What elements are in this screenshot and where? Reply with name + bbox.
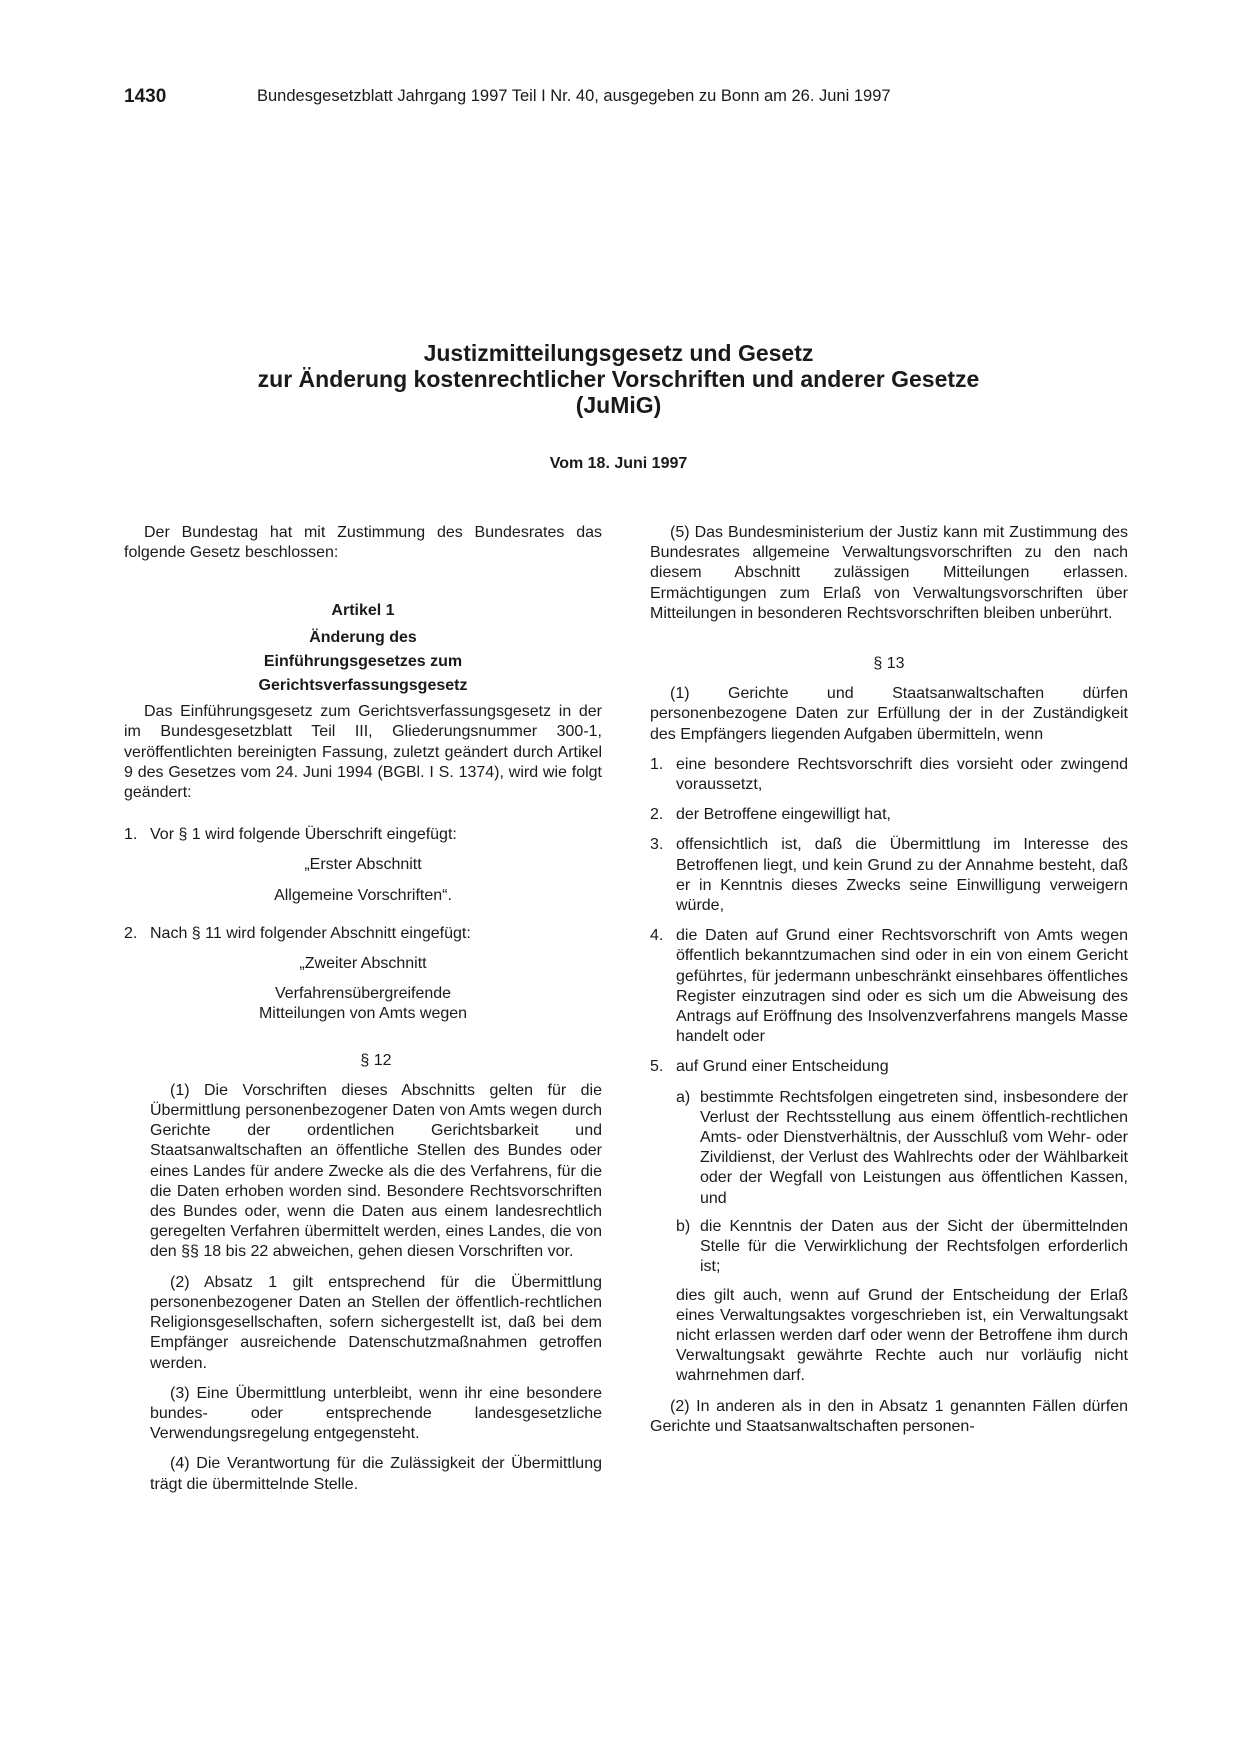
item-number: 1. <box>124 826 138 844</box>
paragraph-tail: dies gilt auch, wenn auf Grund der Entscheidung der Erlaß eines Verwaltungsaktes vorgeschrieben ist, ein Verwaltungsakt nicht erlassen werden darf oder wenn der Betroffene ihm durch Verwaltungsakt gewährte Rechte auch nur vorläufig nicht wahrnehmen darf. <box>676 1286 1128 1385</box>
sub-list-item <box>676 1088 1128 1209</box>
quote-line: Verfahrensübergreifende <box>274 985 452 1003</box>
sub-list-item <box>676 1217 1128 1278</box>
page-header <box>0 86 1237 112</box>
list-item <box>650 835 1128 916</box>
law-date: Vom 18. Juni 1997 <box>549 455 688 472</box>
paragraph: (2) Absatz 1 gilt entsprechend für die Übermittlung personenbezogener Daten an Stellen der öffentlich-rechtlichen Religionsgesellschaften, sofern sichergestellt ist, daß bei dem Empfänger ausreichende Datenschutzmaßnahmen getroffen werden. <box>150 1273 602 1372</box>
item-text: der Betroffene eingewilligt hat, <box>676 806 891 824</box>
quote-line: Mitteilungen von Amts wegen <box>258 1005 468 1023</box>
subitem-text: bestimmte Rechtsfolgen eingetreten sind, insbesondere der Verlust der Rechtsstellung aus einem öffentlich-rechtlichen Amts- oder Dienstverhältnis, der Ausschluß vom Wehr- oder Zivildienst, der Verlust des Wahlrechts oder der Wählbarkeit oder der Wegfall von Leistungen aus öffentlichen Kassen, und <box>700 1088 1128 1207</box>
quote-line: „Zweiter Abschnitt <box>299 955 427 973</box>
article-title-3: Gerichtsverfassungsgesetz <box>258 677 468 695</box>
article-title-2: Einführungsgesetzes zum <box>263 652 463 670</box>
section-heading-13: § 13 <box>873 655 905 673</box>
item-number: 1. <box>650 755 664 773</box>
item-number: 3. <box>650 836 664 854</box>
section-heading-12: § 12 <box>360 1051 392 1069</box>
right-column <box>650 523 1128 1447</box>
quote-line: Allgemeine Vorschriften“. <box>274 886 452 904</box>
title-line-3: (JuMiG) <box>575 392 662 418</box>
item-text: auf Grund einer Entscheidung <box>676 1058 889 1076</box>
list-item <box>650 805 1128 825</box>
paragraph: (4) Die Verantwortung für die Zulässigkeit der Übermittlung trägt die übermittelnde Stelle. <box>150 1455 602 1493</box>
law-title <box>0 340 1237 418</box>
quote-line: „Erster Abschnitt <box>304 856 422 874</box>
subitem-letter: a) <box>676 1088 691 1106</box>
title-line-2: zur Änderung kostenrechtlicher Vorschriften und anderer Gesetze <box>257 366 980 392</box>
item-text: die Daten auf Grund einer Rechtsvorschrift von Amts wegen öffentlich bekanntzumachen sind oder in ein von einem Gericht geführtes, für jedermann unbeschränkt einsehbares öffentliches Register einzutragen sind oder es sich um die Abweisung des Antrags auf Eröffnung des Insolvenzverfahrens mangels Masse handelt oder <box>676 927 1128 1046</box>
paragraph: (2) In anderen als in den in Absatz 1 genannten Fällen dürfen Gerichte und Staatsanwaltschaften personen- <box>650 1397 1128 1435</box>
item-text: offensichtlich ist, daß die Übermittlung im Interesse des Betroffenen liegt, und kein Grund zu der Annahme besteht, daß er in Kenntnis dieses Zwecks seine Einwilligung verweigern würde, <box>676 836 1128 915</box>
paragraph: (1) Die Vorschriften dieses Abschnitts gelten für die Übermittlung personenbezogener Daten von Amts wegen durch Gerichte der ordentlichen Gerichtsbarkeit und Staatsanwaltschaften an öffentliche Stellen des Bundes oder eines Landes für andere Zwecke als die des Verfahrens, für die die Daten erhoben worden sind. Besondere Rechtsvorschriften des Bundes oder, wenn die Daten aus einem landesrechtlich geregelten Verfahren übermittelt werden, eines Landes, die von den §§ 18 bis 22 abweichen, gehen diesen Vorschriften vor. <box>150 1081 602 1261</box>
left-column <box>124 523 602 1505</box>
list-item <box>124 825 602 845</box>
item-number: 2. <box>650 806 664 824</box>
item-text: Vor § 1 wird folgende Überschrift eingefügt: <box>150 826 457 844</box>
list-item <box>124 924 602 944</box>
page-number: 1430 <box>124 86 167 107</box>
subitem-text: die Kenntnis der Daten aus der Sicht der übermittelnden Stelle für die Verwirklichung der Rechtsfolgen erforderlich ist; <box>700 1217 1128 1276</box>
article-intro: Das Einführungsgesetz zum Gerichtsverfassungsgesetz in der im Bundesgesetzblatt Teil III, Gliederungsnummer 300-1, veröffentlichten bereinigten Fassung, zuletzt geändert durch Artikel 9 des Gesetzes vom 24. Juni 1994 (BGBl. I S. 1374), wird wie folgt geändert: <box>124 703 602 802</box>
item-text: eine besondere Rechtsvorschrift dies vorsieht oder zwingend voraussetzt, <box>676 755 1128 794</box>
subitem-letter: b) <box>676 1217 691 1235</box>
inserted-heading-1 <box>124 855 602 905</box>
list-item <box>650 1057 1128 1077</box>
list-item <box>650 755 1128 795</box>
item-number: 5. <box>650 1058 664 1076</box>
item-number: 2. <box>124 924 138 942</box>
item-number: 4. <box>650 927 664 945</box>
running-head: Bundesgesetzblatt Jahrgang 1997 Teil I Nr. 40, ausgegeben zu Bonn am 26. Juni 1997 <box>257 87 891 105</box>
paragraph: (3) Eine Übermittlung unterbleibt, wenn ihr eine besondere bundes- oder entsprechende landesgesetzliche Verwendungsregelung entgegensteht. <box>150 1384 602 1443</box>
list-item <box>650 926 1128 1047</box>
title-line-1: Justizmitteilungsgesetz und Gesetz <box>423 340 814 366</box>
article-title-1: Änderung des <box>309 628 417 646</box>
article-label: Artikel 1 <box>331 602 395 620</box>
paragraph: (1) Gerichte und Staatsanwaltschaften dürfen personenbezogene Daten zur Erfüllung der in der Zuständigkeit des Empfängers liegenden Aufgaben übermitteln, wenn <box>650 685 1128 743</box>
item-text: Nach § 11 wird folgender Abschnitt eingefügt: <box>150 924 471 942</box>
preamble: Der Bundestag hat mit Zustimmung des Bundesrates das folgende Gesetz beschlossen: <box>124 524 602 562</box>
paragraph: (5) Das Bundesministerium der Justiz kann mit Zustimmung des Bundesrates allgemeine Verwaltungsvorschriften zu den nach diesem Abschnitt zulässigen Mitteilungen erlassen. Ermächtigungen zum Erlaß von Verwaltungsvorschriften über Mitteilungen in besonderen Rechtsvorschriften bleiben unberührt. <box>650 524 1128 622</box>
inserted-heading-2 <box>124 954 602 1025</box>
